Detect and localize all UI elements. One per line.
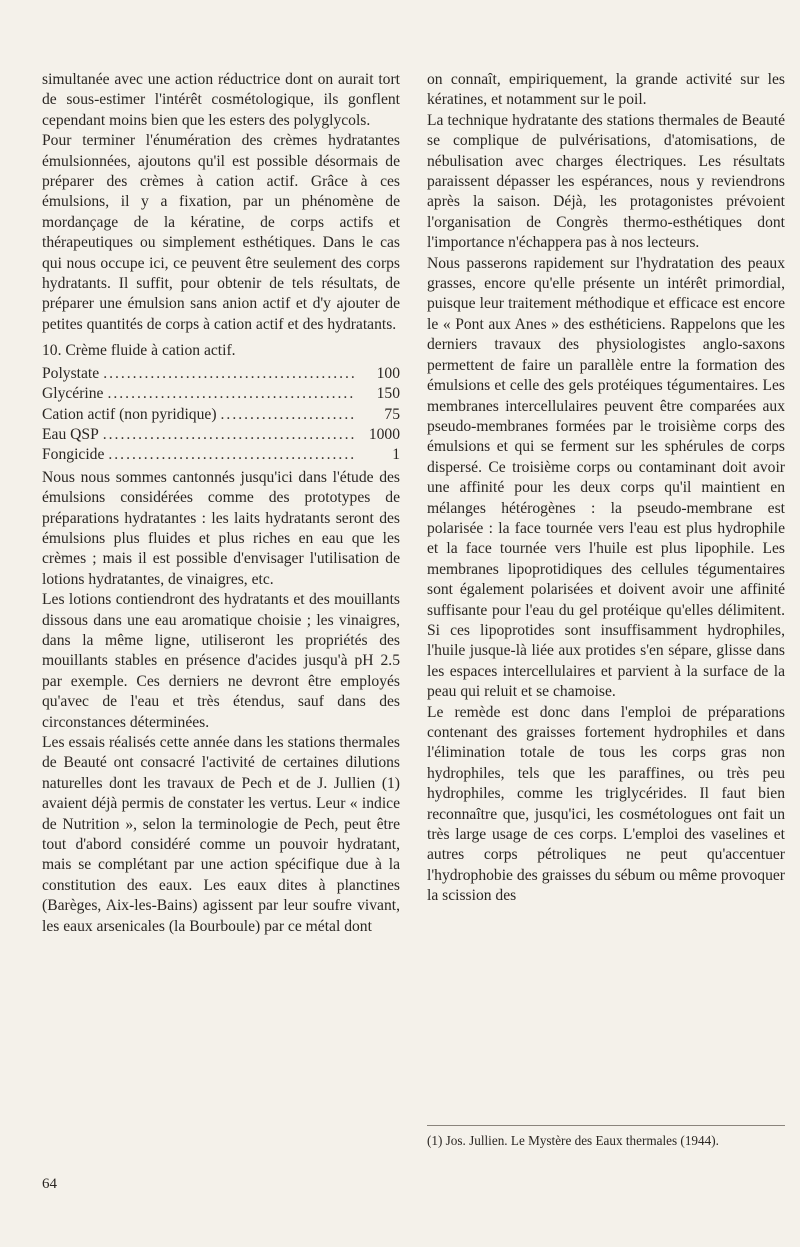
ingredient-quantity: 75 (384, 405, 400, 423)
leader-dots (103, 364, 356, 384)
recipe-list (42, 364, 400, 466)
leader-dots (221, 405, 356, 425)
paragraph: Nous nous sommes cantonnés jusqu'ici dans l'étude des émulsions considérées comme des prototypes de préparations hydratantes : les laits hydratants seront des émulsions plus fluides et plus riches en eau que les crèmes ; mais il est possible d'envisager l'utilisation de lotions hydratantes, de vinaigres, etc. (42, 468, 400, 588)
footnote: (1) Jos. Jullien. Le Mystère des Eaux thermales (1944). (427, 1125, 785, 1150)
ingredient-name: Polystate (42, 364, 100, 382)
recipe-row (42, 405, 400, 425)
right-column (427, 70, 785, 907)
leader-dots (103, 425, 356, 445)
page-number: 64 (42, 1176, 57, 1192)
paragraph: Nous passerons rapidement sur l'hydratation des peaux grasses, encore qu'elle présente un intérêt primordial, puisque leur traitement méthodique et efficace est encore le « Pont aux Anes » des esthéticiens. Rappelons que les derniers travaux des physiologistes anglo-saxons permettent de faire un parallèle entre la formation des émulsions et celle des gels protéiques tégumentaires. Les membranes intercellulaires peuvent être comparées aux pseudo-membranes formées par le troisième corps des émulsions et qui se ferment sur les sphérules de corps dispersé. Ce troisième corps ou contaminant doit avoir une affinité pour les deux corps qu'il maintient en mélanges hétérogènes : la pseudo-membrane est polarisée : la face tournée vers l'eau est plus hydrophile et la face tournée vers l'huile est plus lipophile. Les membranes lipoprotidiques des cellules tégumentaires sont également polarisées et doivent avoir une affinité suffisante pour l'eau du gel protéique qu'elles délimitent. Si ces lipoprotides sont insuffisamment hydrophiles, l'huile jusque-là liée aux protides s'en sépare, glisse dans les espaces intercellulaires et parvient à la surface de la peau qui reluit et se chamoise. (427, 254, 785, 701)
ingredient-name: Glycérine (42, 385, 104, 403)
paragraph: simultanée avec une action réductrice dont on aurait tort de sous-estimer l'intérêt cosmétologique, ils gonflent cependant moins bien que les esters des polyglycols. (42, 71, 400, 129)
recipe-title: 10. Crème fluide à cation actif. (42, 342, 236, 360)
ingredient-quantity: 1 (392, 446, 400, 464)
recipe-row (42, 425, 400, 445)
paragraph: Pour terminer l'énumération des crèmes hydratantes émulsionnées, ajoutons qu'il est possible désormais de préparer des crèmes à cation actif. Grâce à ces émulsions, il y a fixation, par un phénomène de mordançage de la kératine, de corps actifs et thérapeutiques ou simplement esthétiques. Dans le cas qui nous occupe ici, ce peuvent être seulement des corps hydratants. Il suffit, pour obtenir de tels résultats, de préparer une émulsion sans anion actif et d'y ajouter de petites quantités de corps à cation actif et des hydratants. (42, 132, 400, 333)
paragraph: Les lotions contiendront des hydratants et des mouillants dissous dans une eau aromatique choisie ; les vinaigres, dans la même ligne, utiliseront les propriétés des mouillants stables en présence d'acides jusqu'à pH 2.5 par exemple. Ces derniers ne devront être employés qu'avec de l'eau et très étendus, sauf dans des circonstances déterminées. (42, 591, 400, 731)
recipe-row (42, 384, 400, 404)
recipe-row (42, 445, 400, 465)
left-column (42, 70, 400, 937)
paragraph: La technique hydratante des stations thermales de Beauté se complique de pulvérisations, d'atomisations, de nébulisation avec charges électriques. Les résultats paraissent dépasser les espérances, nous y reviendrons après la saison. Déjà, les protagonistes prévoient l'organisation de Congrès thermo-esthétiques dont l'importance n'échappera pas à nos lecteurs. (427, 111, 785, 252)
ingredient-name: Eau QSP (42, 425, 99, 443)
paragraph: on connaît, empiriquement, la grande activité sur les kératines, et notamment sur le poil. (427, 71, 785, 109)
leader-dots (108, 445, 356, 465)
recipe-row (42, 364, 400, 384)
ingredient-name: Cation actif (non pyridique) (42, 405, 217, 423)
ingredient-quantity: 1000 (368, 425, 400, 443)
paragraph: Le remède est donc dans l'emploi de préparations contenant des graisses fortement hydrophiles et dans l'élimination totale de tous les corps gras non hydrophiles, tels que les paraffines, ou très peu hydrophiles, comme les triglycérides. Il faut bien reconnaître que, jusqu'ici, les cosmétologues ont fait un très large usage de ces corps. L'emploi des vaselines et autres corps pétroliques ne peut qu'accentuer l'hydrophobie des graisses du sébum ou même provoquer la scission des (427, 703, 785, 905)
leader-dots (107, 384, 356, 404)
paragraph: Les essais réalisés cette année dans les stations thermales de Beauté ont consacré l'activité de certaines dilutions naturelles dont les travaux de Pech et de J. Jullien (1) avaient déjà permis de constater les vertus. Leur « indice de Nutrition », selon la terminologie de Pech, peut être tout d'abord considéré comme un pouvoir hydratant, mais se complétant par une action spécifique due à la constitution des eaux. Les eaux dites à planctines (Barèges, Aix-les-Bains) agissent par leur soufre vivant, les eaux arsenicales (la Bourboule) par ce métal dont (42, 734, 400, 935)
ingredient-quantity: 100 (376, 364, 400, 382)
ingredient-quantity: 150 (376, 385, 400, 403)
ingredient-name: Fongicide (42, 446, 105, 464)
